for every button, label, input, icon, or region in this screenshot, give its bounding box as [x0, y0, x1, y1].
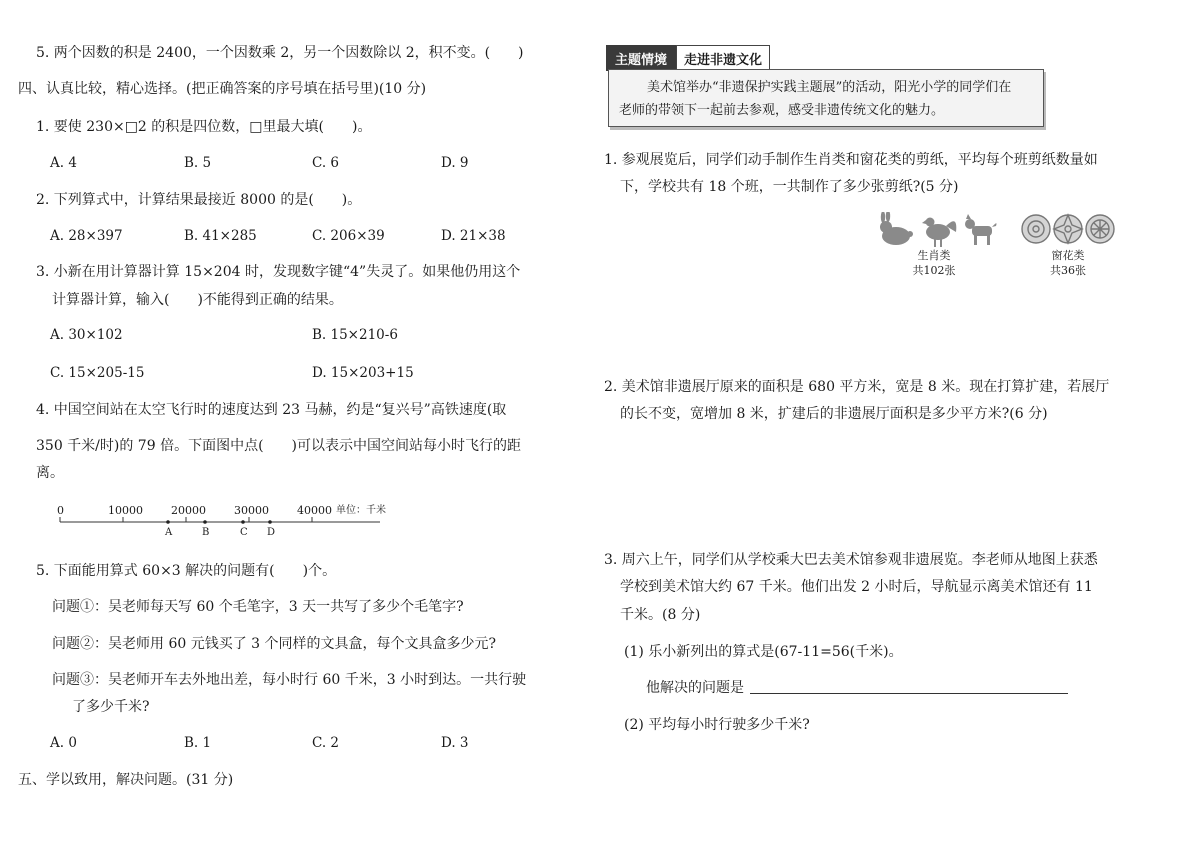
window-flower-label-type: 窗花类 [1051, 249, 1085, 262]
q5-problem-3-line2: 了多少千米? [72, 699, 150, 715]
q2-option-c: C. 206×39 [312, 228, 385, 244]
zodiac-label [909, 249, 959, 279]
theme-tag: 主题情境 [606, 45, 676, 71]
q1-option-b: B. 5 [184, 155, 212, 171]
answer-blank-line[interactable] [750, 693, 1068, 694]
q2-option-d: D. 21×38 [441, 228, 506, 244]
point-label-a: A [165, 527, 173, 538]
prev-question-5: 5. 两个因数的积是 2400，一个因数乘 2，另一个因数除以 2，积不变。( ) [36, 45, 524, 61]
q3-stem-line2: 计算器计算，输入( )不能得到正确的结果。 [52, 292, 343, 308]
window-flower-label-count: 共36张 [1050, 263, 1086, 277]
problem-3-sub2: (2) 平均每小时行驶多少千米? [624, 717, 810, 733]
problem-1-line1: 1. 参观展览后，同学们动手制作生肖类和窗花类的剪纸，平均每个班剪纸数量如 [604, 152, 1098, 168]
theme-box [608, 69, 1044, 127]
theme-text-line2: 老师的带领下一起前去参观，感受非遗传统文化的魅力。 [619, 103, 945, 118]
q2-stem: 2. 下列算式中，计算结果最接近 8000 的是( )。 [36, 192, 362, 208]
problem-1-line2: 下，学校共有 18 个班，一共制作了多少张剪纸?(5 分) [620, 179, 959, 195]
q2-option-b: B. 41×285 [184, 228, 257, 244]
point-label-c: C [240, 527, 248, 538]
theme-banner [606, 45, 1046, 129]
window-flower-papercut-image [1020, 213, 1120, 247]
q5-option-b: B. 1 [184, 735, 212, 751]
q4-line3: 离。 [36, 465, 64, 481]
q5-stem: 5. 下面能用算式 60×3 解决的问题有( )个。 [36, 563, 337, 579]
q3-option-c: C. 15×205-15 [50, 365, 145, 381]
problem-2-line2: 的长不变，宽增加 8 米，扩建后的非遗展厅面积是多少平方米?(6 分) [620, 406, 1048, 422]
problem-3-line3: 千米。(8 分) [620, 607, 701, 623]
point-label-b: B [202, 527, 210, 538]
zodiac-label-type: 生肖类 [917, 249, 951, 262]
q5-option-d: D. 3 [441, 735, 469, 751]
q1-option-d: D. 9 [441, 155, 469, 171]
tick-label-10000: 10000 [108, 504, 143, 517]
window-flower-label [1043, 249, 1093, 279]
q5-problem-1: 问题①：吴老师每天写 60 个毛笔字，3 天一共写了多少个毛笔字? [52, 599, 464, 615]
q1-option-c: C. 6 [312, 155, 340, 171]
problem-3-line2: 学校到美术馆大约 67 千米。他们出发 2 小时后，导航显示离美术馆还有 11 [620, 579, 1093, 595]
problem-3-sub1: (1) 乐小新列出的算式是(67-11=56(千米)。 [624, 644, 903, 660]
section-4-heading: 四、认真比较，精心选择。(把正确答案的序号填在括号里)(10 分) [18, 81, 427, 97]
numberline-unit: 单位：千米 [336, 505, 386, 516]
theme-title: 走进非遗文化 [676, 45, 770, 71]
zodiac-papercut-image [876, 212, 1000, 248]
tick-label-20000: 20000 [171, 504, 206, 517]
q4-line2: 350 千米/时)的 79 倍。下面图中点( )可以表示中国空间站每小时飞行的距 [36, 438, 521, 454]
tick-label-40000: 40000 [297, 504, 332, 517]
zodiac-label-count: 共102张 [912, 263, 956, 277]
q5-option-c: C. 2 [312, 735, 340, 751]
q2-option-a: A. 28×397 [50, 228, 123, 244]
q3-option-d: D. 15×203+15 [312, 365, 414, 381]
q1-option-a: A. 4 [50, 155, 77, 171]
q3-stem-line1: 3. 小新在用计算器计算 15×204 时，发现数字键“4”失灵了。如果他仍用这个 [36, 264, 521, 280]
problem-2-line1: 2. 美术馆非遗展厅原来的面积是 680 平方米，宽是 8 米。现在打算扩建，若展厅 [604, 379, 1110, 395]
section-5-heading: 五、学以致用，解决问题。(31 分) [18, 772, 234, 788]
q5-problem-2: 问题②：吴老师用 60 元钱买了 3 个同样的文具盒，每个文具盒多少元? [52, 636, 497, 652]
problem-3-line1: 3. 周六上午，同学们从学校乘大巴去美术馆参观非遗展览。李老师从地图上获悉 [604, 552, 1098, 568]
q1-stem: 1. 要使 230×□2 的积是四位数，□里最大填( )。 [36, 119, 372, 135]
q3-option-b: B. 15×210-6 [312, 327, 398, 343]
point-label-d: D [267, 527, 276, 538]
theme-text-line1: 美术馆举办“非遗保护实践主题展”的活动，阳光小学的同学们在 [647, 80, 1012, 95]
tick-label-0: 0 [57, 504, 64, 517]
q5-option-a: A. 0 [50, 735, 77, 751]
q4-line1: 4. 中国空间站在太空飞行时的速度达到 23 马赫，约是“复兴号”高铁速度(取 [36, 402, 507, 418]
tick-label-30000: 30000 [234, 504, 269, 517]
q3-option-a: A. 30×102 [50, 327, 123, 343]
problem-3-answer-label: 他解决的问题是 [646, 680, 744, 696]
q5-problem-3-line1: 问题③：吴老师开车去外地出差，每小时行 60 千米，3 小时到达。一共行驶 [52, 672, 527, 688]
